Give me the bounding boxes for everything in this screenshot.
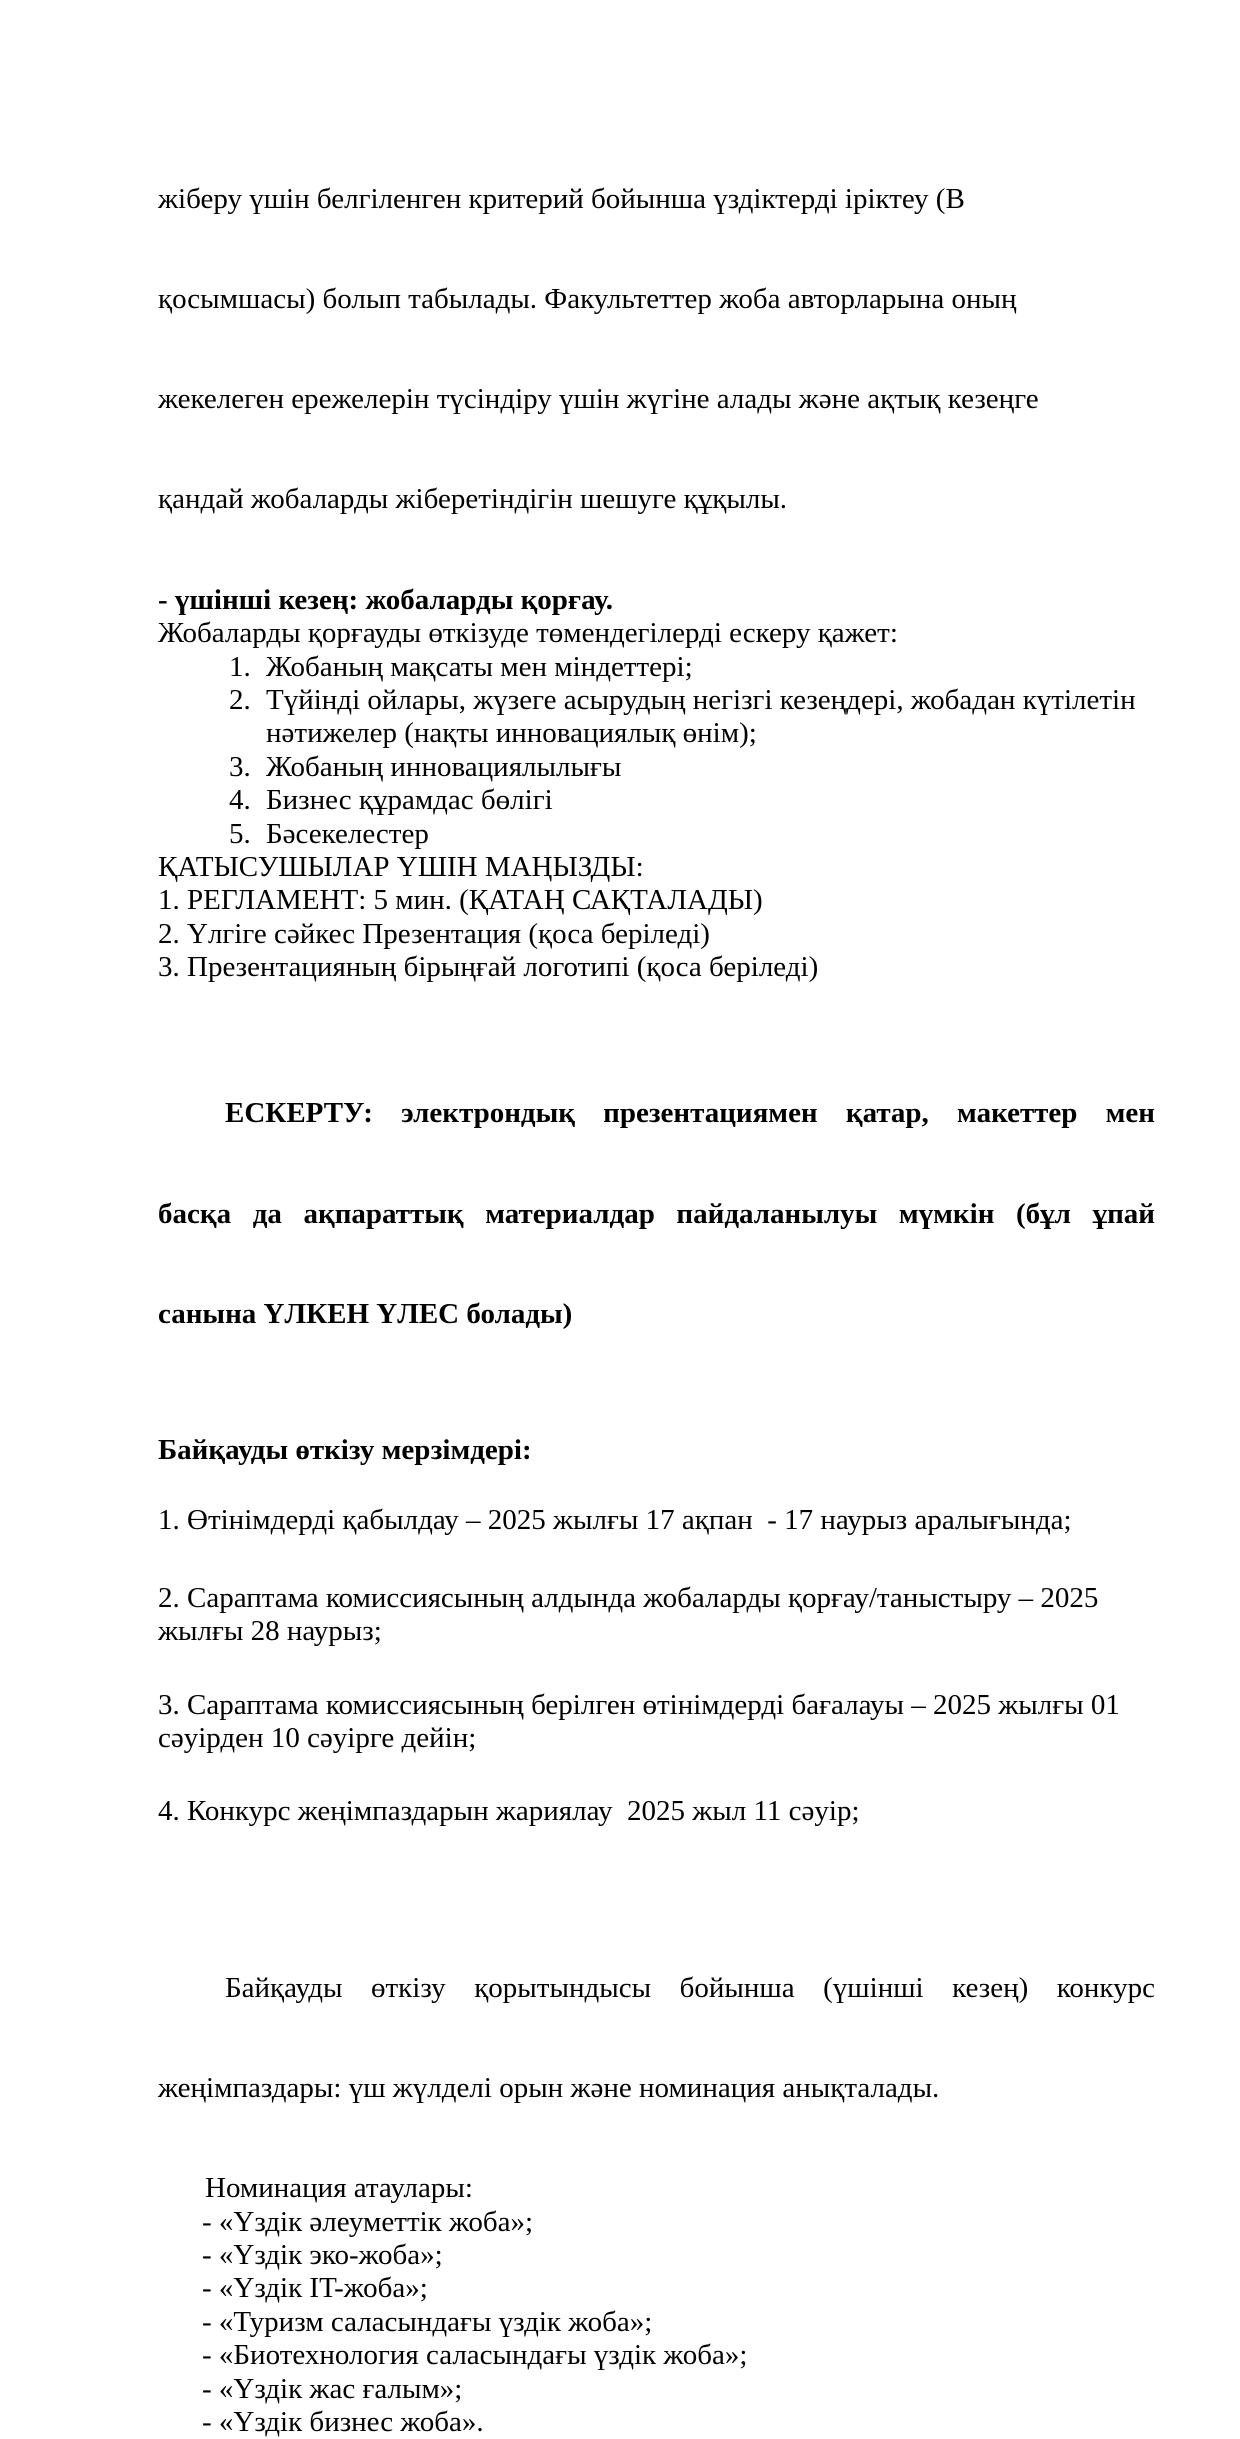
defense-point: 1. Жобаның мақсаты мен міндеттері; xyxy=(258,651,1155,684)
note-paragraph xyxy=(158,1031,1155,1398)
important-point: 2. Үлгіге сәйкес Презентация (қоса беріледі) xyxy=(158,917,710,950)
defense-point: 4. Бизнес құрамдас бөлігі xyxy=(258,784,1155,817)
nomination-item: - «Үздік IT-жоба»; xyxy=(202,2272,428,2305)
text-line: санына ҮЛКЕН ҮЛЕС болады) xyxy=(158,1297,573,1330)
defense-points-list xyxy=(158,651,1155,851)
text-line: жіберу үшін белгіленген критерий бойынша үздіктерді іріктеу (В xyxy=(158,182,965,215)
date-item: 3. Сараптама комиссиясының берілген өтінімдерді бағалауы – 2025 жылғы 01 сәуірден 10 сәуірге дейін; xyxy=(158,1688,1128,1755)
defense-point: 5. Бәсекелестер xyxy=(258,818,1155,851)
defense-point: 3. Жобаның инновациялылығы xyxy=(258,751,1155,784)
defense-intro: Жобаларды қорғауды өткізуде төмендегілерді ескеру қажет: xyxy=(158,617,898,650)
text-line: жеңімпаздары: үш жүлделі орын және номинация анықталады. xyxy=(158,2071,940,2104)
nomination-item: - «Үздік әлеуметтік жоба»; xyxy=(202,2205,534,2238)
results-paragraph xyxy=(158,1905,1155,2172)
nomination-item: - «Үздік жас ғалым»; xyxy=(202,2372,463,2405)
defense-point: 2. Түйінді ойлары, жүзеге асырудың негізгі кезеңдері, жобадан күтілетін нәтижелер (нақты инновациялық өнім); xyxy=(258,684,1155,751)
dates-heading: Байқауды өткізу мерзімдері: xyxy=(158,1434,532,1467)
text-line: қосымшасы) болып табылады. Факультеттер жоба авторларына оның xyxy=(158,283,1017,316)
nomination-item: - «Үздік бизнес жоба». xyxy=(202,2405,484,2438)
date-item: 1. Өтінімдерді қабылдау – 2025 жылғы 17 ақпан - 17 наурыз аралығында; xyxy=(158,1504,1072,1537)
important-point: 3. Презентацияның бірыңғай логотипі (қоса беріледі) xyxy=(158,951,819,984)
text-line: басқа да ақпараттық материалдар пайдаланылуы мүмкін (бұл ұпай xyxy=(158,1197,1155,1230)
text-line: қандай жобаларды жіберетіндігін шешуге құқылы. xyxy=(158,483,788,516)
intro-paragraph xyxy=(158,116,1155,584)
important-point: 1. РЕГЛАМЕНТ: 5 мин. (ҚАТАҢ САҚТАЛАДЫ) xyxy=(158,884,763,917)
text-line: жекелеген ережелерін түсіндіру үшін жүгіне алады және ақтық кезеңге xyxy=(158,383,1039,416)
important-heading: ҚАТЫСУШЫЛАР ҮШІН МАҢЫЗДЫ: xyxy=(158,850,644,883)
date-item: 4. Конкурс жеңімпаздарын жариялау 2025 жыл 11 сәуір; xyxy=(158,1795,860,1828)
text-line: ЕСКЕРТУ: электрондық презентациямен қатар, макеттер мен xyxy=(225,1097,1155,1130)
nomination-item: - «Үздік эко-жоба»; xyxy=(202,2238,443,2271)
date-item: 2. Сараптама комиссиясының алдында жобаларды қорғау/таныстыру – 2025 жылғы 28 наурыз; xyxy=(158,1581,1106,1648)
nomination-item: - «Биотехнология саласындағы үздік жоба»; xyxy=(202,2339,748,2372)
nomination-item: - «Туризм саласындағы үздік жоба»; xyxy=(202,2305,653,2338)
text-line: Байқауды өткізу қорытындысы бойынша (үшінші кезең) конкурс xyxy=(225,1971,1155,2004)
nominations-heading: Номинация атаулары: xyxy=(205,2172,473,2205)
third-stage-heading: - үшінші кезең: жобаларды қорғау. xyxy=(158,583,613,616)
